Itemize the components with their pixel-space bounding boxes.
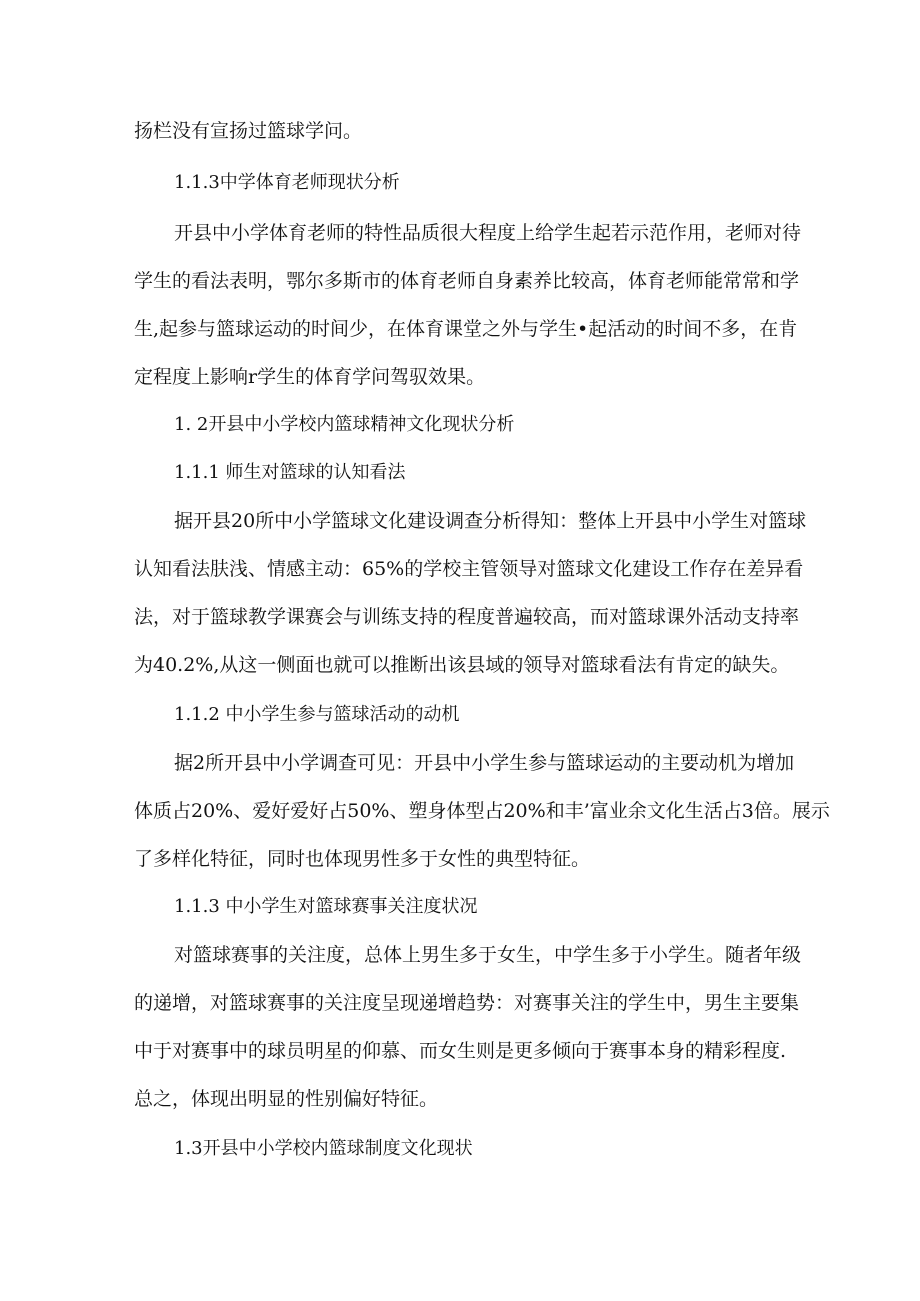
paragraph-line: 据2所开县中小学调查可见：开县中小学生参与篮球运动的主要动机为增加	[174, 752, 795, 774]
paragraph-line: 为40.2%,从这一侧面也就可以推断出该县域的领导对篮球看法有肯定的缺失。	[134, 654, 790, 676]
paragraph-line: 开县中小学体育老师的特性品质很大程度上给学生起若示范作用，老师对待	[174, 222, 802, 244]
paragraph-line: 中于对赛事中的球员明星的仰慕、而女生则是更多倾向于赛事本身的精彩程度.	[134, 1040, 787, 1062]
paragraph-line: 定程度上影响r学生的体育学问驾驭效果。	[134, 366, 486, 388]
paragraph-line: 体质占20%、爱好爱好占50%、塑身体型占20%和丰’富业余文化生活占3倍。展示	[134, 800, 830, 822]
paragraph-line: 学生的看法表明，鄂尔多斯市的体育老师自身素养比较高，体育老师能常常和学	[134, 270, 800, 292]
paragraph-line: 认知看法肤浅、情感主动：65%的学校主管领导对篮球文化建设工作存在差异看	[134, 558, 804, 580]
paragraph-line: 的递增，对篮球赛事的关注度呈现递增趋势：对赛事关注的学生中，男生主要集	[134, 992, 800, 1014]
section-heading-1-1-1-cognition: 1.1.1 师生对篮球的认知看法	[174, 462, 406, 483]
section-heading-1-3-institutional-culture: 1.3开县中小学校内篮球制度文化现状	[174, 1138, 473, 1159]
section-heading-1-1-3-teachers: 1.1.3中学体育老师现状分析	[174, 172, 400, 193]
section-heading-1-1-3-attention: 1.1.3 中小学生对篮球赛事关注度状况	[174, 896, 478, 917]
paragraph-line: 总之，体现出明显的性别偏好特征。	[134, 1088, 439, 1110]
section-heading-1-1-2-motivation: 1.1.2 中小学生参与篮球活动的动机	[174, 704, 460, 725]
section-heading-1-2-spiritual-culture: 1. 2开县中小学校内篮球精神文化现状分析	[174, 414, 515, 435]
paragraph-line: 据开县20所中小学篮球文化建设调查分析得知：整体上开县中小学生对篮球	[174, 510, 807, 532]
paragraph-line: 生,起参与篮球运动的时间少，在体育课堂之外与学生•起活动的时间不多，在肯	[134, 318, 798, 340]
paragraph-line: 法，对于篮球教学课赛会与训练支持的程度普遍较高，而对篮球课外活动支持率	[134, 606, 800, 628]
paragraph-line: 对篮球赛事的关注度，总体上男生多于女生，中学生多于小学生。随者年级	[174, 944, 802, 966]
paragraph-line: 了多样化特征，同时也体现男性多于女性的典型特征。	[134, 848, 591, 870]
paragraph-continuation-line: 扬栏没有宣扬过篮球学问。	[134, 120, 363, 142]
